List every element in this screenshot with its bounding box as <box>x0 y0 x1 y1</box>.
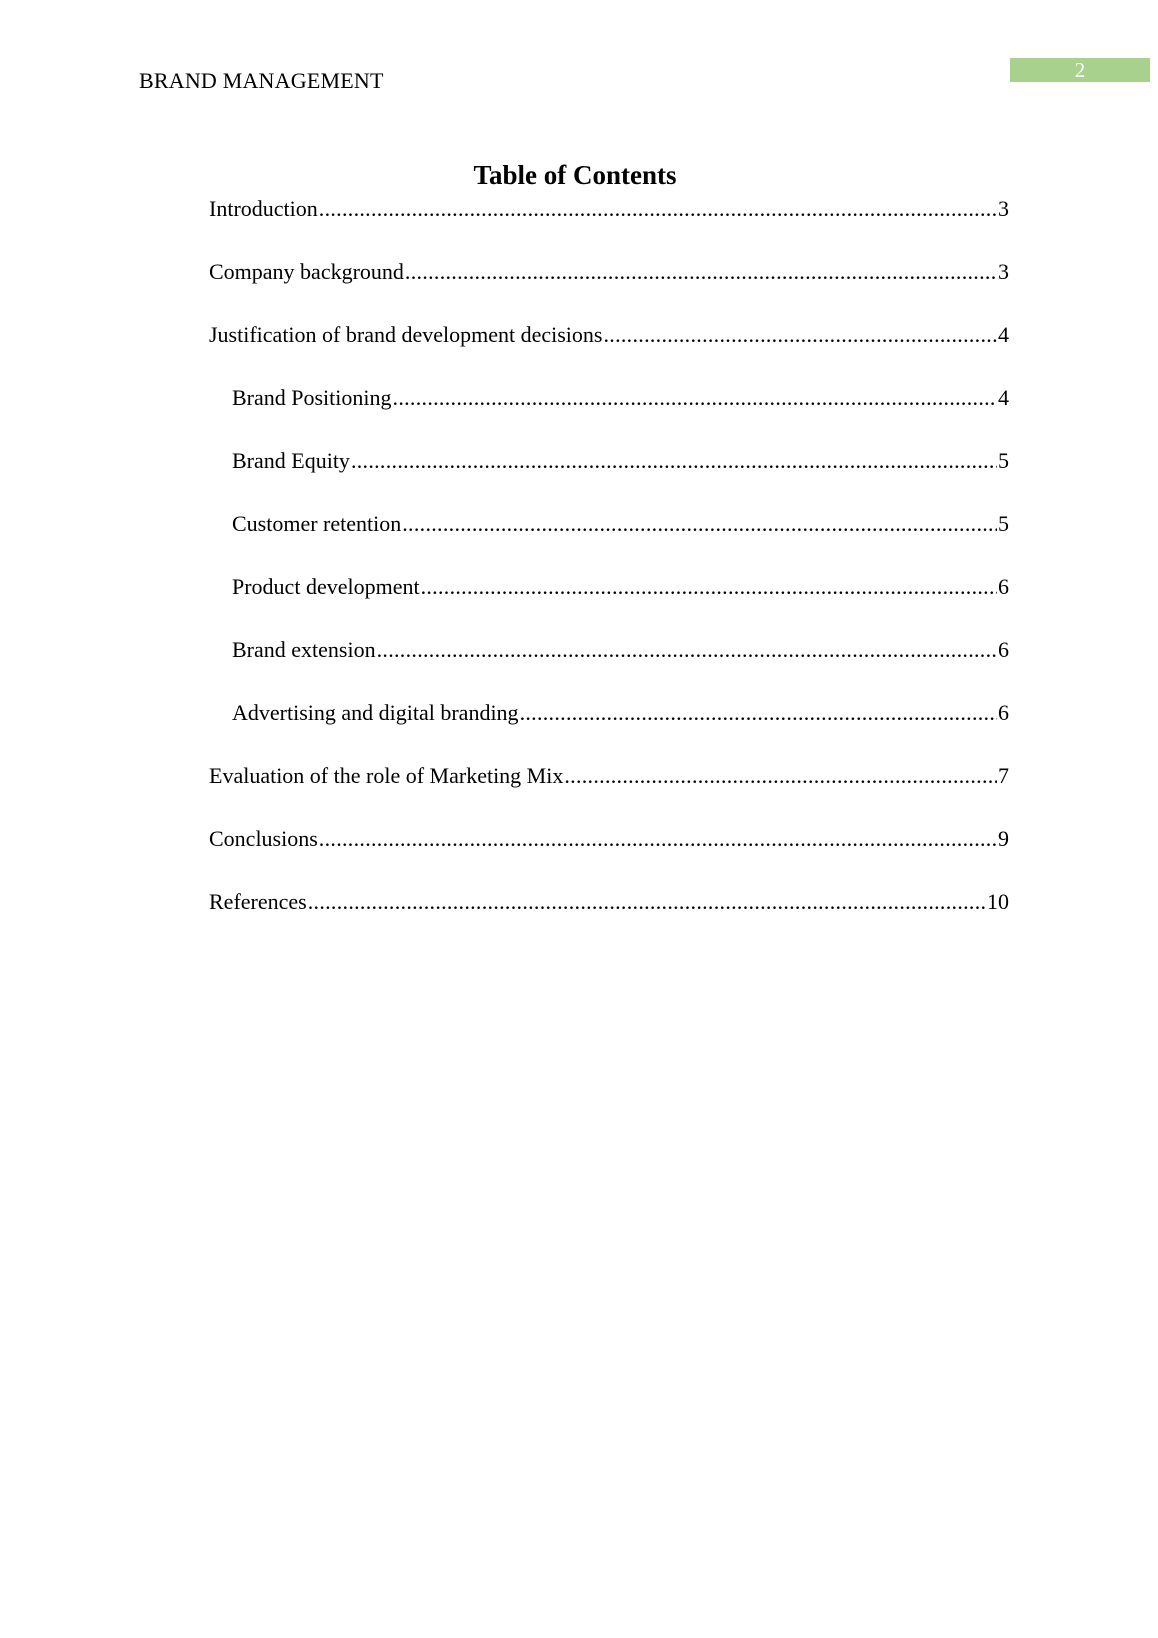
toc-entry-introduction[interactable] <box>209 194 1009 257</box>
toc-entry-label: Customer retention <box>232 511 402 536</box>
toc-entry-label: Brand Equity <box>232 448 350 473</box>
page-number-badge: 2 <box>1010 58 1150 82</box>
toc-entry-label: Evaluation of the role of Marketing Mix <box>209 763 564 788</box>
toc-entry-label: Conclusions <box>209 826 318 851</box>
toc-entry-label: Introduction <box>209 196 318 221</box>
toc-entry-brand-positioning[interactable] <box>209 383 1009 446</box>
toc-leader-dots <box>421 572 997 602</box>
toc-entry-label: Brand Positioning <box>232 385 392 410</box>
toc-leader-dots <box>405 257 997 287</box>
toc-entry-page: 3 <box>998 259 1009 284</box>
toc-leader-dots <box>351 446 997 476</box>
toc-leader-dots <box>319 824 997 854</box>
toc-entry-label: Advertising and digital branding <box>232 700 519 725</box>
toc-entry-label: References <box>209 889 307 914</box>
toc-entry-page: 3 <box>998 196 1009 221</box>
toc-entry-page: 5 <box>998 511 1009 536</box>
toc-leader-dots <box>319 194 997 224</box>
toc-entry-label: Justification of brand development decisions <box>209 322 603 347</box>
toc-entry-product-development[interactable] <box>209 572 1009 635</box>
toc-leader-dots <box>520 698 997 728</box>
toc-entry-page: 7 <box>998 763 1009 788</box>
toc-entry-justification[interactable] <box>209 320 1009 383</box>
toc-entry-page: 4 <box>998 385 1009 410</box>
toc-entry-page: 5 <box>998 448 1009 473</box>
toc-entry-page: 4 <box>998 322 1009 347</box>
toc-entry-page: 6 <box>998 637 1009 662</box>
toc-entry-page: 6 <box>998 700 1009 725</box>
toc-entry-page: 6 <box>998 574 1009 599</box>
toc-leader-dots <box>564 761 997 791</box>
toc-leader-dots <box>603 320 997 350</box>
toc-entry-label: Company background <box>209 259 404 284</box>
toc-leader-dots <box>377 635 997 665</box>
toc-entry-references[interactable] <box>209 887 1009 950</box>
table-of-contents <box>209 194 1009 950</box>
toc-entry-page: 10 <box>987 889 1009 914</box>
toc-title: Table of Contents <box>473 160 677 190</box>
toc-entry-brand-extension[interactable] <box>209 635 1009 698</box>
toc-entry-brand-equity[interactable] <box>209 446 1009 509</box>
toc-entry-label: Brand extension <box>232 637 376 662</box>
toc-leader-dots <box>393 383 997 413</box>
toc-leader-dots <box>402 509 997 539</box>
toc-leader-dots <box>308 887 986 917</box>
toc-entry-conclusions[interactable] <box>209 824 1009 887</box>
toc-entry-label: Product development <box>232 574 420 599</box>
running-head: BRAND MANAGEMENT <box>139 68 384 93</box>
toc-entry-page: 9 <box>998 826 1009 851</box>
toc-entry-marketing-mix[interactable] <box>209 761 1009 824</box>
toc-entry-customer-retention[interactable] <box>209 509 1009 572</box>
toc-entry-company-background[interactable] <box>209 257 1009 320</box>
toc-entry-advertising-digital-branding[interactable] <box>209 698 1009 761</box>
